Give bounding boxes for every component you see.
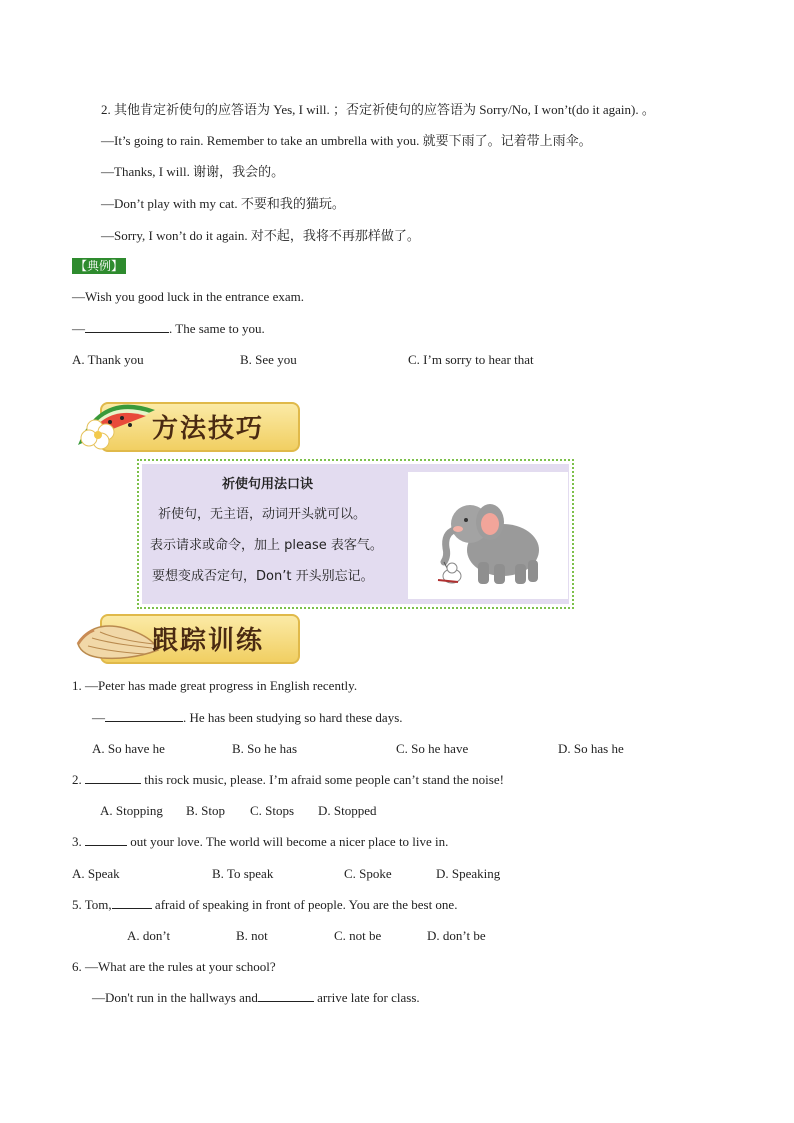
seashell-icon (72, 616, 162, 666)
rule-2: 2. 其他肯定祈使句的应答语为 Yes, I will. ；否定祈使句的应答语为 Sorry/No, I won’t(do it again). 。 (101, 102, 655, 117)
tips-title: 祈使句用法口诀 (222, 477, 314, 492)
q2-option-b[interactable]: B. Stop (186, 803, 226, 818)
tips-box-inner (142, 464, 569, 604)
dash: — (92, 710, 105, 725)
q5-option-b[interactable]: B. not (236, 928, 268, 943)
q5-stem-text: afraid of speaking in front of people. You are the best one. (151, 897, 458, 912)
q2-option-d[interactable]: D. Stopped (318, 803, 377, 818)
q1-option-a[interactable]: A. So have he (92, 741, 165, 756)
q6-reply-prefix: —Don't run in the hallways and (92, 990, 258, 1005)
q6-blank[interactable] (258, 989, 314, 1002)
example-question: —Wish you good luck in the entrance exam. (72, 289, 304, 304)
example-line-2b: —Sorry, I won’t do it again. 对不起，我将不再那样做了。 (101, 228, 420, 243)
q1-stem: 1. —Peter has made great progress in English recently. (72, 678, 358, 693)
q2-number: 2. (72, 772, 85, 787)
example-line-2a: —Don’t play with my cat. 不要和我的猫玩。 (101, 196, 345, 211)
q2-option-c[interactable]: C. Stops (250, 803, 295, 818)
q5-option-a[interactable]: A. don’t (127, 928, 171, 943)
dash: — (72, 321, 85, 336)
q6-reply (92, 989, 420, 1007)
practice-banner-title: 跟踪训练 (152, 626, 265, 656)
q2-blank[interactable] (85, 771, 141, 784)
q5-blank[interactable] (112, 896, 152, 909)
elephant-illustration (408, 472, 568, 599)
q6-reply-suffix: arrive late for class. (313, 990, 420, 1005)
example-option-b[interactable]: B. See you (240, 352, 297, 367)
q5-number: 5. Tom, (72, 897, 112, 912)
example-answer-line (72, 320, 265, 338)
answer-suffix: . The same to you. (169, 321, 265, 336)
tips-box (137, 459, 574, 609)
example-line-1b: —Thanks, I will. 谢谢，我会的。 (101, 164, 285, 179)
q2-stem (72, 771, 504, 789)
tips-banner-title: 方法技巧 (152, 414, 265, 444)
q5-option-d[interactable]: D. don’t be (427, 928, 486, 943)
q1-blank[interactable] (105, 709, 183, 722)
q3-option-a[interactable]: A. Speak (72, 866, 120, 881)
q3-option-c[interactable]: C. Spoke (344, 866, 392, 881)
q2-stem-text: this rock music, please. I’m afraid some people can’t stand the noise! (141, 772, 504, 787)
q6-stem: 6. —What are the rules at your school? (72, 959, 276, 974)
example-line-1a: —It’s going to rain. Remember to take an umbrella with you. 就要下雨了。记着带上雨伞。 (101, 133, 592, 148)
watermelon-icon (70, 390, 165, 455)
q3-option-d[interactable]: D. Speaking (436, 866, 501, 881)
q5-stem (72, 896, 457, 914)
q3-blank[interactable] (85, 833, 127, 846)
example-tag: 【典例】 (72, 258, 126, 274)
q5-option-c[interactable]: C. not be (334, 928, 382, 943)
q1-reply (92, 709, 403, 727)
q3-stem (72, 833, 448, 851)
q3-number: 3. (72, 834, 85, 849)
q3-stem-text: out your love. The world will become a nicer place to live in. (127, 834, 449, 849)
tips-line-1: 祈使句，无主语，动词开头就可以。 (158, 507, 367, 522)
tips-line-3: 要想变成否定句，Don’t 开头别忘记。 (152, 569, 374, 584)
q1-option-c[interactable]: C. So he have (396, 741, 469, 756)
q1-option-d[interactable]: D. So has he (558, 741, 624, 756)
q3-option-b[interactable]: B. To speak (212, 866, 274, 881)
q2-option-a[interactable]: A. Stopping (100, 803, 163, 818)
q1-reply-suffix: . He has been studying so hard these days. (183, 710, 403, 725)
tips-line-2: 表示请求或命令，加上 please 表客气。 (150, 538, 383, 553)
example-option-c[interactable]: C. I’m sorry to hear that (408, 352, 534, 367)
answer-blank[interactable] (85, 320, 169, 333)
example-option-a[interactable]: A. Thank you (72, 352, 144, 367)
q1-option-b[interactable]: B. So he has (232, 741, 297, 756)
elephant-icon (408, 472, 568, 599)
